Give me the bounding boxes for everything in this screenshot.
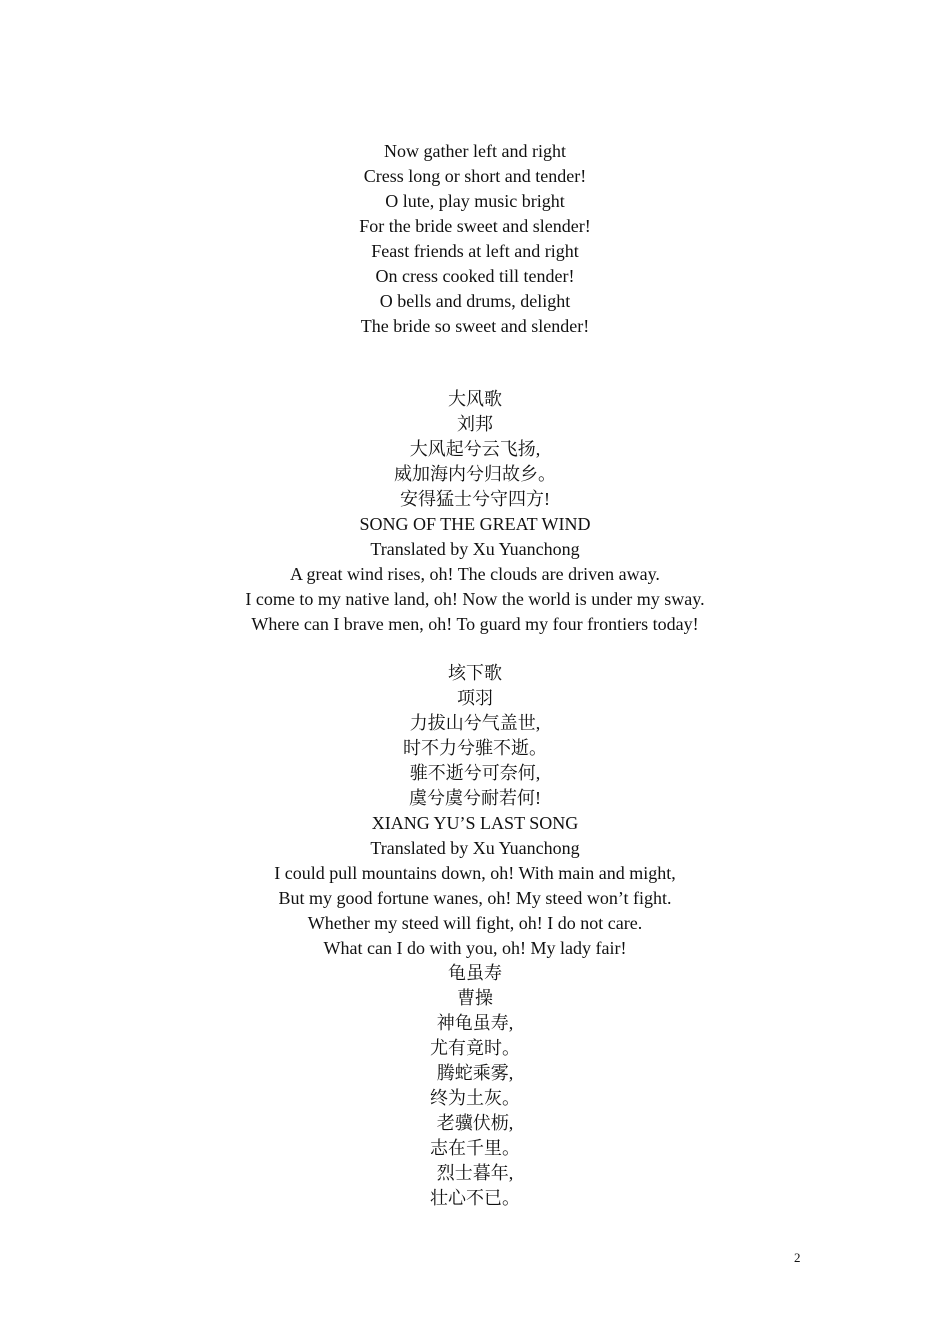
poem-line-chinese: 大风起兮云飞扬, <box>409 439 541 459</box>
poem-line: The bride so sweet and slender! <box>360 316 590 336</box>
page-number: 2 <box>794 1250 801 1265</box>
poem-line-chinese: 腾蛇乘雾, <box>436 1063 514 1083</box>
poem-line: Feast friends at left and right <box>371 241 579 261</box>
poem-xiang-yu-last-song <box>0 661 950 961</box>
poem-line: On cress cooked till tender! <box>375 266 575 286</box>
poem-line-chinese: 烈士暮年, <box>436 1163 514 1183</box>
poem-line: Now gather left and right <box>384 141 566 161</box>
poem-title-english: XIANG YU’S LAST SONG <box>371 813 579 833</box>
poem-line-chinese: 力拔山兮气盖世, <box>409 713 541 733</box>
poem-turtle-long-life <box>0 961 950 1211</box>
poem-line-chinese: 壮心不已。 <box>430 1188 520 1208</box>
poem-song-of-great-wind <box>0 387 950 637</box>
poem-guan-ju-ending <box>0 139 950 339</box>
poem-title-english: SONG OF THE GREAT WIND <box>359 514 591 534</box>
poem-author-chinese: 项羽 <box>457 688 493 708</box>
translator-credit: Translated by Xu Yuanchong <box>370 539 580 559</box>
poem-line-chinese: 虞兮虞兮耐若何! <box>409 788 541 808</box>
poem-line-chinese: 尤有竟时。 <box>430 1038 520 1058</box>
poem-line-chinese: 骓不逝兮可奈何, <box>409 763 541 783</box>
poem-line: For the bride sweet and slender! <box>359 216 591 236</box>
poem-line-chinese: 威加海内兮归故乡。 <box>394 464 556 484</box>
poem-line-chinese: 时不力兮骓不逝。 <box>403 738 547 758</box>
poem-author-chinese: 刘邦 <box>457 414 493 434</box>
poem-line-chinese: 神龟虽寿, <box>436 1013 514 1033</box>
poem-line-chinese: 终为土灰。 <box>430 1088 520 1108</box>
poem-line: Cress long or short and tender! <box>363 166 587 186</box>
poem-line: O lute, play music bright <box>385 191 565 211</box>
poem-title-chinese: 大风歌 <box>448 389 502 409</box>
poem-line: O bells and drums, delight <box>379 291 571 311</box>
poem-title-chinese: 龟虽寿 <box>448 963 502 983</box>
poem-content <box>0 139 950 1211</box>
poem-line-english: Where can I brave men, oh! To guard my four frontiers today! <box>251 614 699 634</box>
poem-author-chinese: 曹操 <box>457 988 493 1008</box>
poem-line-chinese: 志在千里。 <box>430 1138 520 1158</box>
poem-line-english: What can I do with you, oh! My lady fair! <box>323 938 627 958</box>
poem-line-english: I could pull mountains down, oh! With main and might, <box>274 863 676 883</box>
poem-line-english: Whether my steed will fight, oh! I do not care. <box>307 913 643 933</box>
poem-line-english: A great wind rises, oh! The clouds are driven away. <box>290 564 660 584</box>
spacer <box>0 339 950 387</box>
poem-line-chinese: 老骥伏枥, <box>436 1113 514 1133</box>
poem-title-chinese: 垓下歌 <box>448 663 502 683</box>
poem-line-chinese: 安得猛士兮守四方! <box>400 489 550 509</box>
poem-line-english: I come to my native land, oh! Now the world is under my sway. <box>245 589 705 609</box>
spacer <box>0 637 950 661</box>
poem-line-english: But my good fortune wanes, oh! My steed won’t fight. <box>278 888 672 908</box>
translator-credit: Translated by Xu Yuanchong <box>370 838 580 858</box>
